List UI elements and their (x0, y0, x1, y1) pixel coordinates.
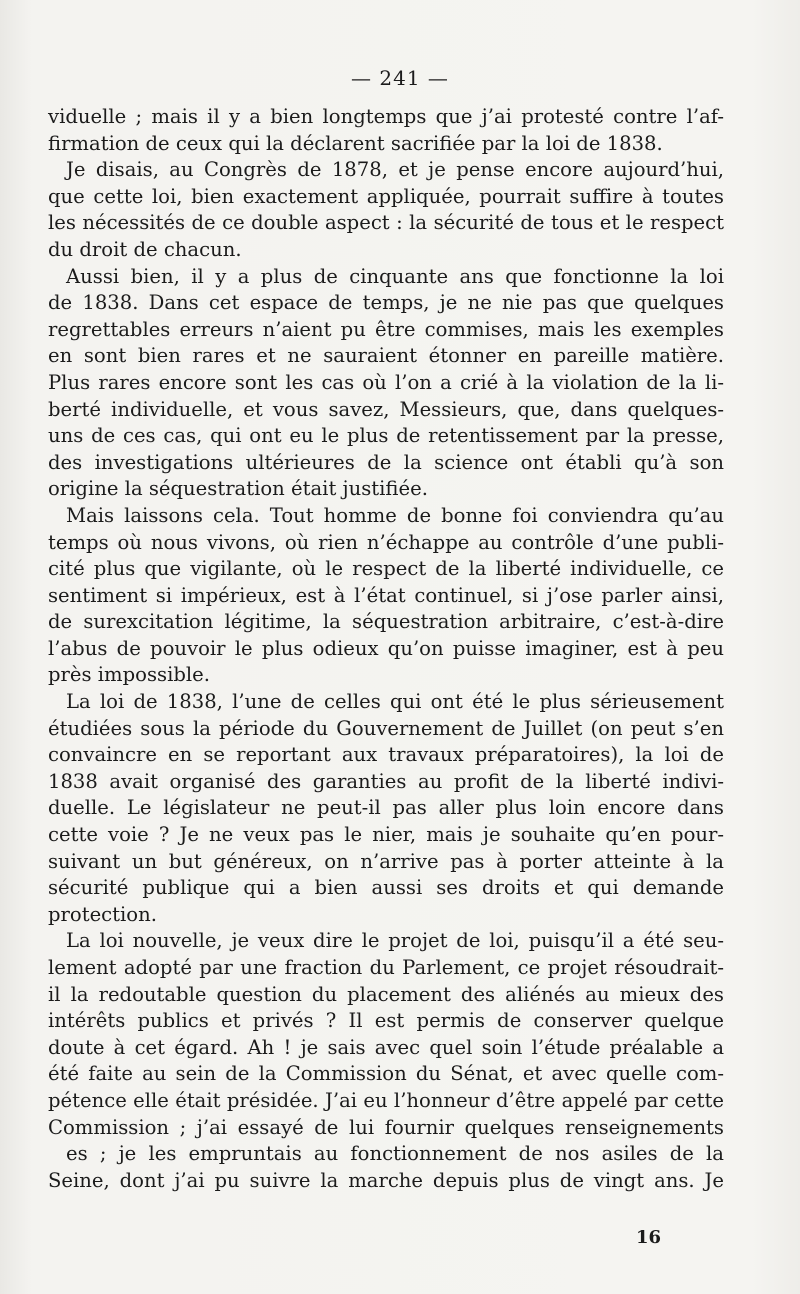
text-line: Je disais, au Congrès de 1878, et je pense encore aujourd’hui, (66, 158, 724, 182)
text-line: l’abus de pouvoir le plus odieux qu’on puisse imaginer, est à peu (48, 636, 724, 660)
text-line: berté individuelle, et vous savez, Messieurs, que, dans quelques- (48, 397, 724, 421)
text-line: origine la séquestration était justifiée. (48, 477, 428, 501)
text-line: sécurité publique qui a bien aussi ses droits et qui demande (48, 876, 724, 900)
text-line: près impossible. (48, 663, 210, 687)
text-line: suivant un but généreux, on n’arrive pas à porter atteinte à la (48, 849, 724, 873)
text-line: firmation de ceux qui la déclarent sacrifiée par la loi de 1838. (48, 131, 663, 155)
text-line: sentiment si impérieux, est à l’état continuel, si j’ose parler ainsi, (48, 583, 724, 607)
text-line: en sont bien rares et ne sauraient étonner en pareille matière. (48, 344, 724, 368)
text-line: temps où nous vivons, où rien n’échappe au contrôle d’une publi- (48, 530, 724, 554)
text-line: La loi nouvelle, je veux dire le projet de loi, puisqu’il a été seu- (66, 929, 724, 953)
text-line: Seine, dont j’ai pu suivre la marche depuis plus de vingt ans. Je (48, 1168, 724, 1192)
text-line: que cette loi, bien exactement appliquée, pourrait suffire à toutes (48, 184, 724, 208)
text-line: de surexcitation légitime, la séquestration arbitraire, c’est-à-dire (48, 610, 724, 634)
text-line: protection. (48, 902, 157, 926)
text-line: les nécessités de ce double aspect : la sécurité de tous et le respect (48, 211, 724, 235)
page-number-header: — 241 — (351, 66, 449, 90)
text-line: intérêts publics et privés ? Il est permis de conserver quelque (48, 1009, 724, 1033)
text-line: pétence elle était présidée. J’ai eu l’honneur d’être appelé par cette (48, 1088, 724, 1112)
text-line: étudiées sous la période du Gouvernement de Juillet (on peut s’en (48, 716, 724, 740)
text-line: 1838 avait organisé des garanties au profit de la liberté indivi- (48, 769, 724, 793)
signature-mark: 16 (636, 1227, 662, 1248)
body-text (48, 104, 724, 1194)
text-line: été faite au sein de la Commission du Sénat, et avec quelle com- (48, 1062, 724, 1086)
text-line: uns de ces cas, qui ont eu le plus de retentissement par la presse, (48, 424, 724, 448)
text-line: des investigations ultérieures de la science ont établi qu’à son (48, 450, 724, 474)
text-line: convaincre en se reportant aux travaux préparatoires), la loi de (48, 743, 724, 767)
text-line: du droit de chacun. (48, 237, 242, 261)
text-line: cette voie ? Je ne veux pas le nier, mais je souhaite qu’en pour- (48, 823, 724, 847)
text-line: La loi de 1838, l’une de celles qui ont été le plus sérieusement (66, 690, 724, 714)
text-line: cité plus que vigilante, où le respect de la liberté individuelle, ce (48, 557, 724, 581)
text-line: Aussi bien, il y a plus de cinquante ans que fonctionne la loi (66, 264, 724, 288)
text-line: Commission ; j’ai essayé de lui fournir quelques renseignements (48, 1115, 724, 1139)
text-line: de 1838. Dans cet espace de temps, je ne nie pas que quelques (48, 291, 724, 315)
text-line: Plus rares encore sont les cas où l’on a crié à la violation de la li- (48, 370, 724, 394)
text-line: viduelle ; mais il y a bien longtemps que j’ai protesté contre l’af- (48, 105, 724, 128)
text-line: Mais laissons cela. Tout homme de bonne foi conviendra qu’au (66, 503, 724, 527)
text-line: il la redoutable question du placement des aliénés au mieux des (48, 982, 724, 1006)
text-line: regrettables erreurs n’aient pu être commises, mais les exemples (48, 317, 724, 341)
text-line: duelle. Le législateur ne peut-il pas aller plus loin encore dans (48, 796, 724, 820)
text-line: doute à cet égard. Ah ! je sais avec quel soin l’étude préalable a (48, 1035, 724, 1059)
text-line: lement adopté par une fraction du Parlement, ce projet résoudrait- (48, 956, 724, 979)
text-line: es ; je les empruntais au fonctionnement de nos asiles de la (66, 1142, 724, 1166)
